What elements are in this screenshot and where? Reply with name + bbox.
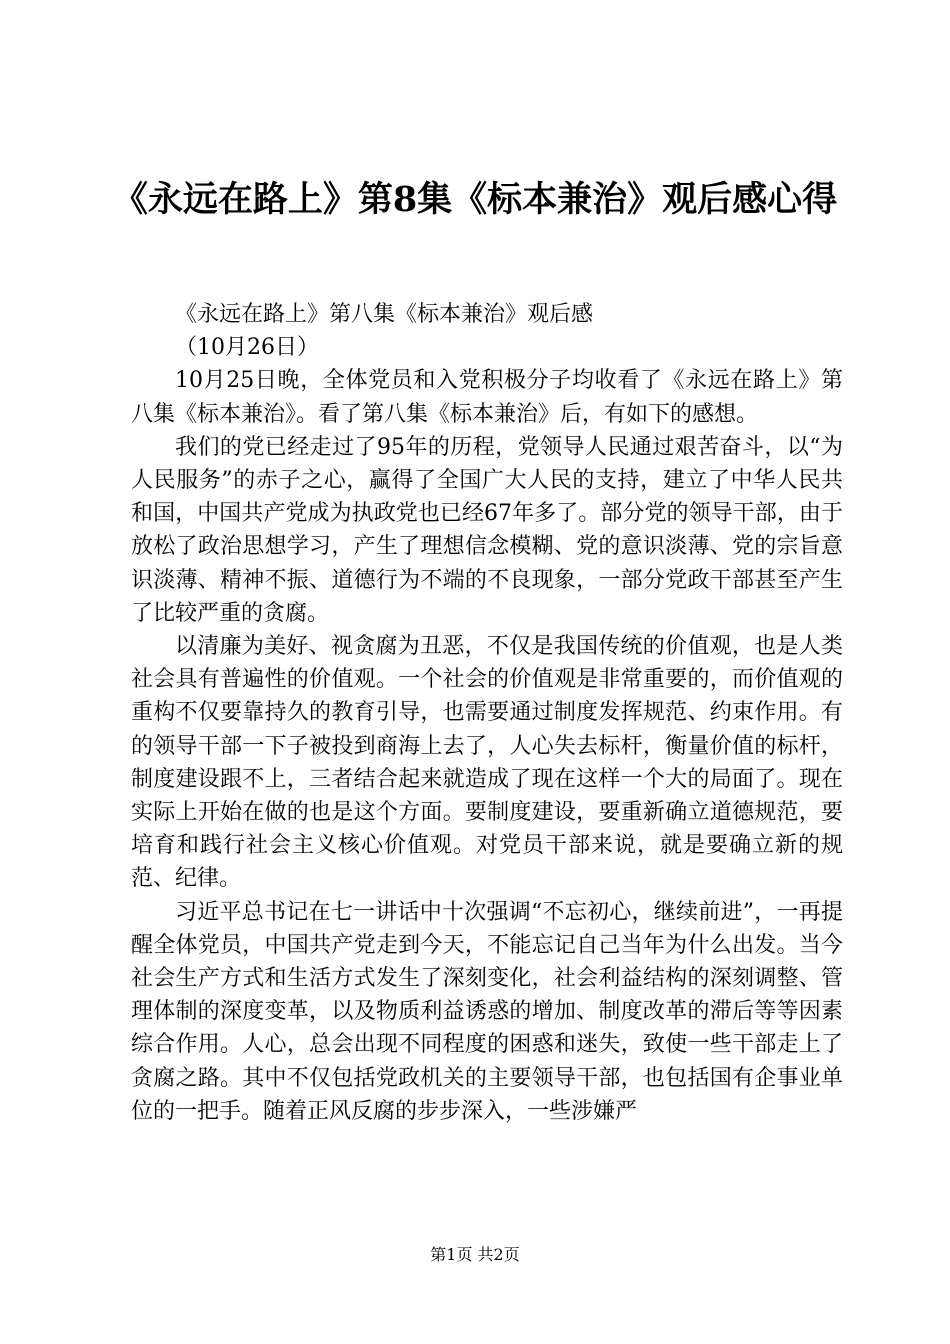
page-footer: 第1页 共2页	[430, 1245, 520, 1264]
paragraph-3: 以清廉为美好、视贪腐为丑恶，不仅是我国传统的价值观，也是人类社会具有普遍性的价值观。一个社会的价值观是非常重要的，而价值观的重构不仅要靠持久的教育引导，也需要通过制度发挥规范、约束作用。有的领导干部一下子被投到商海上去了，人心失去标杆，衡量价值的标杆，制度建设跟不上，三者结合起来就造成了现在这样一个大的局面了。现在实际上开始在做的也是这个方面。要制度建设，要重新确立道德规范，要培育和践行社会主义核心价值观。对党员干部来说，就是要确立新的规范、纪律。	[131, 634, 843, 892]
paragraph-4: 习近平总书记在七一讲话中十次强调“不忘初心，继续前进”，一再提醒全体党员，中国共产党走到今天，不能忘记自己当年为什么出发。当今社会生产方式和生活方式发生了深刻变化，社会利益结构的深刻调整、管理体制的深度变革，以及物质利益诱惑的增加、制度改革的滞后等等因素综合作用。人心，总会出现不同程度的困惑和迷失，致使一些干部走上了贪腐之路。其中不仅包括党政机关的主要领导干部，也包括国有企事业单位的一把手。随着正风反腐的步步深入，一些涉嫌严	[131, 899, 843, 1124]
document-title: 《永远在路上》第8集《标本兼治》观后感心得	[112, 179, 838, 220]
document-body	[131, 298, 843, 1128]
paragraph-2: 我们的党已经走过了95年的历程，党领导人民通过艰苦奋斗，以“为人民服务”的赤子之心，赢得了全国广大人民的支持，建立了中华人民共和国，中国共产党成为执政党也已经67年多了。部分党的领导干部，由于放松了政治思想学习，产生了理想信念模糊、党的意识淡薄、党的宗旨意识淡薄、精神不振、道德行为不端的不良现象，一部分党政干部甚至产生了比较严重的贪腐。	[131, 434, 843, 626]
paragraph-1: 10月25日晚，全体党员和入党积极分子均收看了《永远在路上》第八集《标本兼治》。看了第八集《标本兼治》后，有如下的感想。	[131, 368, 843, 427]
subtitle: 《永远在路上》第八集《标本兼治》观后感	[175, 302, 594, 327]
date-line: （10月26日）	[175, 335, 319, 361]
